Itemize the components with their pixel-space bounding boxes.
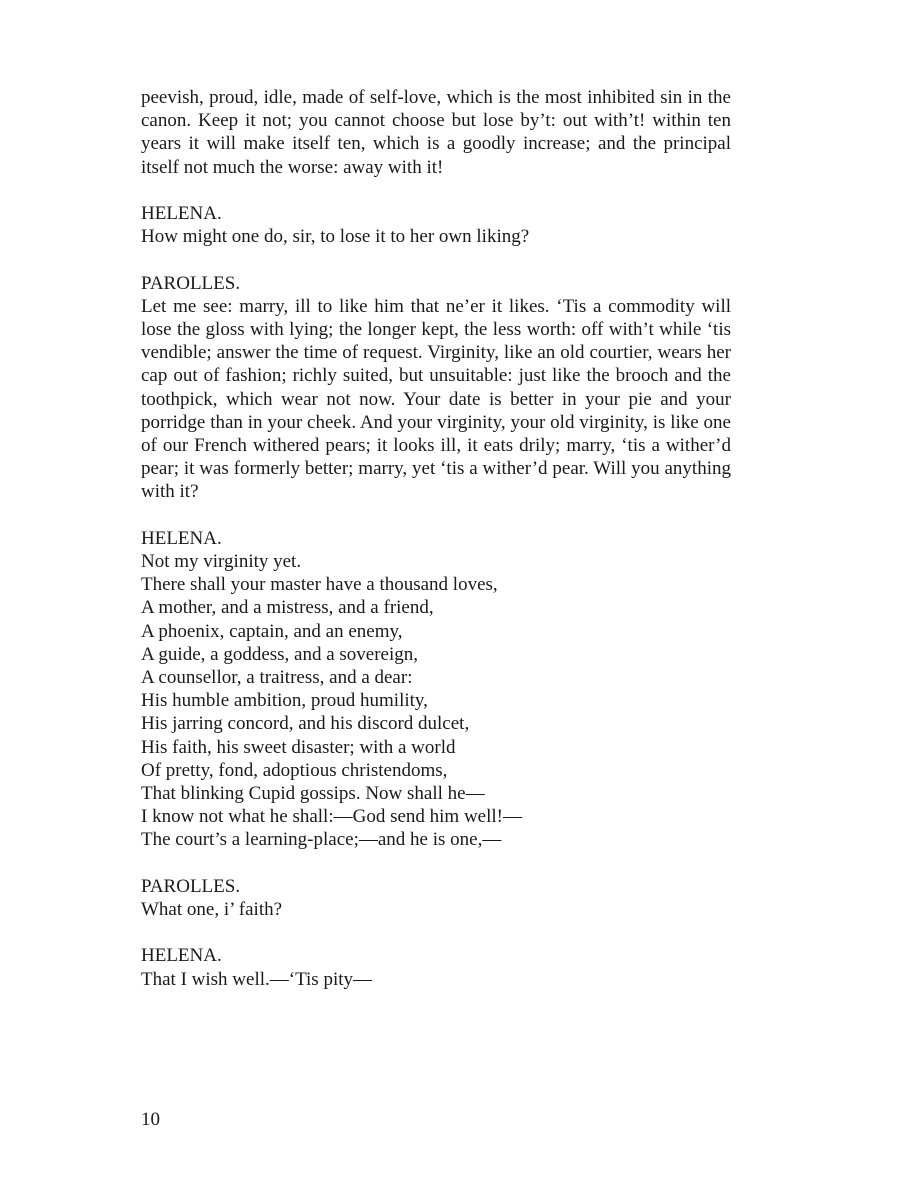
page-number: 10 bbox=[141, 1109, 160, 1130]
speech-text: Let me see: marry, ill to like him that ne’er it likes. ‘Tis a commodity will lose the gloss with lying; the longer kept, the less worth: off with’t while ‘tis vendible; answer the time of request. Virginity, like an old courtier, wears her cap out of fashion; richly suited, but unsuitable: just like the brooch and the toothpick, which wear not now. Your date is better in your pie and your porridge than in your cheek. And your virginity, your old virginity, is like one of our French withered pears; it looks ill, it eats drily; marry, ‘tis a wither’d pear; it was formerly better; marry, yet ‘tis a wither’d pear. Will you anything with it? bbox=[141, 295, 731, 503]
verse-line: Not my virginity yet. bbox=[141, 551, 302, 573]
verse-line: There shall your master have a thousand loves, bbox=[141, 574, 498, 596]
speaker-name: PAROLLES. bbox=[141, 875, 241, 897]
verse-line: His humble ambition, proud humility, bbox=[141, 690, 428, 712]
speech-block-4 bbox=[141, 875, 731, 921]
verse-line: His faith, his sweet disaster; with a world bbox=[141, 736, 456, 758]
verse-line: Of pretty, fond, adoptious christendoms, bbox=[141, 759, 448, 781]
speech-block-3 bbox=[141, 527, 731, 852]
speech-block-2 bbox=[141, 272, 731, 504]
verse-line: A mother, and a mistress, and a friend, bbox=[141, 597, 434, 619]
speech-block-5 bbox=[141, 944, 731, 990]
verse-line: His jarring concord, and his discord dulcet, bbox=[141, 713, 470, 735]
speech-text: How might one do, sir, to lose it to her own liking? bbox=[141, 226, 530, 248]
verse-line: I know not what he shall:—God send him well!— bbox=[141, 806, 523, 828]
verse-line: A phoenix, captain, and an enemy, bbox=[141, 620, 403, 642]
speech-text: What one, i’ faith? bbox=[141, 899, 283, 921]
verse-line: A counsellor, a traitress, and a dear: bbox=[141, 667, 413, 689]
verse-line: A guide, a goddess, and a sovereign, bbox=[141, 643, 419, 665]
speech-block-1 bbox=[141, 202, 731, 248]
speech-text: That I wish well.—‘Tis pity— bbox=[141, 968, 372, 990]
verse-line: The court’s a learning-place;—and he is one,— bbox=[141, 829, 502, 851]
verse-line: That blinking Cupid gossips. Now shall he— bbox=[141, 783, 485, 805]
page-body bbox=[141, 86, 731, 991]
opening-paragraph: peevish, proud, idle, made of self-love, which is the most inhibited sin in the canon. Keep it not; you cannot choose but lose by’t: out with’t! within ten years it will make itself ten, which is a goodly increase; and the principal itself not much the worse: away with it! bbox=[141, 87, 731, 178]
speaker-name: HELENA. bbox=[141, 945, 222, 967]
speaker-name: PAROLLES. bbox=[141, 272, 241, 294]
speaker-name: HELENA. bbox=[141, 203, 222, 224]
speaker-name: HELENA. bbox=[141, 527, 222, 549]
